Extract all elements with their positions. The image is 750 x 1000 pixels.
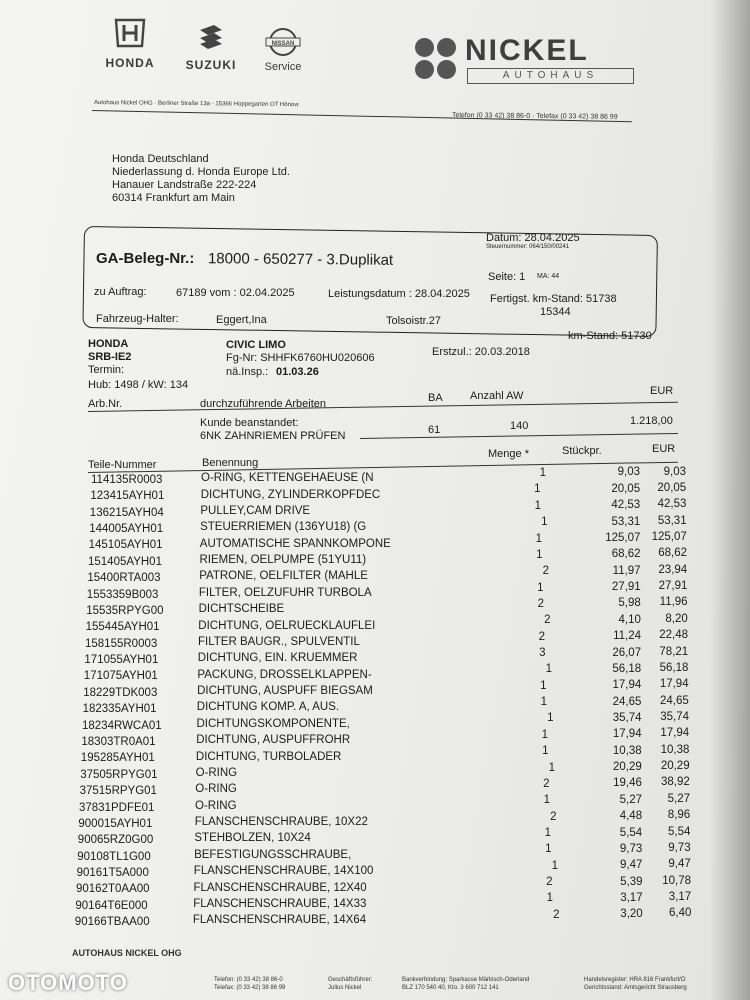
part-unit-price: 9,03 bbox=[617, 466, 640, 479]
part-number: 158155R0003 bbox=[85, 637, 158, 650]
part-number: 15535RPYG00 bbox=[86, 604, 164, 617]
part-name: O-RING bbox=[195, 799, 237, 812]
footer-gf-name: Julius Nickel bbox=[328, 985, 362, 991]
part-number: 15400RTA003 bbox=[87, 572, 161, 585]
part-unit-price: 27,91 bbox=[611, 581, 641, 594]
part-quantity: 1 bbox=[542, 745, 549, 758]
part-quantity: 3 bbox=[539, 647, 546, 660]
part-total: 10,38 bbox=[660, 743, 690, 756]
part-unit-price: 4,48 bbox=[619, 810, 643, 823]
part-name: BEFESTIGUNGSSCHRAUBE, bbox=[194, 848, 352, 861]
part-total: 125,07 bbox=[651, 530, 687, 543]
vehicle-vin: Fg-Nr: SHHFK6760HU020606 bbox=[226, 352, 375, 364]
part-quantity: 2 bbox=[537, 598, 544, 610]
work-aw: 140 bbox=[510, 420, 529, 432]
part-unit-price: 3,20 bbox=[620, 908, 643, 921]
col-menge: Menge * bbox=[488, 448, 529, 460]
part-quantity: 1 bbox=[536, 548, 543, 561]
part-total: 6,40 bbox=[669, 907, 692, 920]
part-number: 155445AYH01 bbox=[85, 621, 160, 634]
part-number: 18234RWCA01 bbox=[82, 719, 162, 732]
work-header-rule bbox=[88, 402, 678, 412]
part-total: 56,18 bbox=[659, 661, 689, 674]
inspection-date: 01.03.26 bbox=[276, 366, 319, 378]
part-number: 195285AYH01 bbox=[80, 752, 155, 765]
part-quantity: 2 bbox=[550, 810, 557, 823]
part-unit-price: 19,46 bbox=[613, 777, 642, 790]
part-quantity: 2 bbox=[543, 777, 550, 790]
part-quantity: 1 bbox=[548, 761, 555, 774]
col-total: EUR bbox=[652, 443, 676, 455]
inspection-label: nä.Insp.: bbox=[226, 366, 269, 378]
part-number: 900015AYH01 bbox=[78, 817, 153, 830]
nissan-wordmark: NISSAN bbox=[271, 41, 295, 47]
sender-line: Autohaus Nickel OHG · Berliner Straße 13a · 15366 Hoppegarten OT Hönow bbox=[93, 100, 299, 109]
part-total: 68,62 bbox=[658, 547, 687, 560]
part-name: FILTER BAUGR., SPULVENTIL bbox=[198, 635, 360, 648]
phone-line: Telefon (0 33 42) 38 86-0 · Telefax (0 33 42) 38 86 99 bbox=[451, 112, 618, 121]
part-quantity: 1 bbox=[551, 859, 558, 872]
part-number: 90166TBAA00 bbox=[74, 916, 150, 929]
part-total: 38,92 bbox=[661, 776, 690, 789]
page-number: Seite: 1 bbox=[488, 271, 526, 283]
part-total: 20,05 bbox=[657, 481, 687, 494]
part-name: PATRONE, OELFILTER (MAHLE bbox=[199, 570, 368, 583]
part-quantity: 2 bbox=[553, 908, 560, 921]
part-unit-price: 53,31 bbox=[611, 515, 641, 528]
part-quantity: 1 bbox=[537, 581, 544, 594]
part-name: FLANSCHENSCHRAUBE, 12X40 bbox=[193, 881, 367, 894]
col-teilenummer: Teile-Nummer bbox=[88, 459, 157, 471]
part-unit-price: 11,24 bbox=[613, 630, 641, 643]
part-number: 37505RPYG01 bbox=[80, 768, 158, 781]
nissan-logo bbox=[255, 26, 311, 73]
part-total: 78,21 bbox=[659, 645, 689, 658]
part-number: 37515RPYG01 bbox=[79, 785, 157, 798]
col-benennung: Benennung bbox=[202, 457, 259, 469]
part-total: 24,65 bbox=[660, 694, 689, 707]
part-number: 90108TL1G00 bbox=[77, 850, 151, 863]
owner-label: Fahrzeug-Halter: bbox=[96, 313, 179, 325]
part-number: 171055AYH01 bbox=[84, 654, 159, 667]
part-number: 151405AYH01 bbox=[88, 555, 162, 568]
part-unit-price: 4,10 bbox=[618, 613, 641, 626]
part-total: 53,31 bbox=[657, 514, 687, 527]
part-name: FLANSCHENSCHRAUBE, 14X100 bbox=[193, 865, 374, 878]
part-name: O-RING bbox=[195, 766, 238, 779]
part-unit-price: 17,94 bbox=[612, 728, 642, 741]
part-total: 23,94 bbox=[658, 563, 688, 576]
part-quantity: 1 bbox=[545, 663, 552, 676]
col-arbeiten: durchzuführende Arbeiten bbox=[200, 398, 326, 410]
part-unit-price: 5,98 bbox=[618, 597, 641, 610]
part-name: RIEMEN, OELPUMPE (51YU11) bbox=[199, 554, 367, 567]
col-stueckpreis: Stückpr. bbox=[562, 445, 602, 457]
part-quantity: 1 bbox=[547, 712, 554, 725]
footer-phone: Telefon: (0 33 42) 38 86-0 bbox=[214, 977, 283, 983]
part-name: DICHTUNG, AUSPUFFROHR bbox=[196, 734, 351, 747]
footer-gf-label: Geschäftsführer: bbox=[328, 977, 373, 983]
part-total: 3,17 bbox=[668, 891, 692, 903]
footer-fax: Telefax: (0 33 42) 38 86 99 bbox=[214, 985, 286, 991]
part-total: 22,48 bbox=[659, 629, 688, 642]
finish-km-extra: 15344 bbox=[540, 306, 571, 318]
part-number: 18303TR0A01 bbox=[81, 736, 156, 748]
part-unit-price: 3,17 bbox=[620, 892, 643, 904]
hub-kw: Hub: 1498 / kW: 134 bbox=[88, 379, 189, 391]
part-unit-price: 17,94 bbox=[612, 679, 642, 692]
page-ma: MA: 44 bbox=[537, 273, 560, 280]
service-date: Leistungsdatum : 28.04.2025 bbox=[328, 288, 470, 300]
part-quantity: 2 bbox=[544, 614, 551, 627]
part-number: 171075AYH01 bbox=[83, 670, 158, 683]
part-unit-price: 5,27 bbox=[619, 793, 642, 806]
part-total: 42,53 bbox=[657, 498, 687, 511]
nissan-service-label: Service bbox=[264, 61, 302, 73]
tax-number: Steuernummer: 064/150/00241 bbox=[486, 244, 570, 250]
work-description: 6NK ZAHNRIEMEN PRÜFEN bbox=[200, 430, 346, 442]
part-total: 8,96 bbox=[667, 809, 691, 822]
recipient-line: Niederlassung d. Honda Europe Ltd. bbox=[112, 166, 290, 178]
part-name: STEHBOLZEN, 10X24 bbox=[194, 832, 311, 845]
order-value: 67189 vom : 02.04.2025 bbox=[176, 287, 295, 299]
part-total: 35,74 bbox=[660, 711, 689, 723]
part-quantity: 1 bbox=[541, 728, 548, 741]
recipient-line: Honda Deutschland bbox=[112, 153, 209, 165]
footer-register: Handelsregister: HRA 816 Frankfurt/O bbox=[584, 977, 686, 983]
part-total: 11,96 bbox=[659, 596, 688, 609]
footer-bank: Bankverbindung: Sparkasse Märkisch-Oderland bbox=[402, 977, 530, 983]
part-number: 90162T0AA00 bbox=[76, 883, 150, 896]
part-name: PACKUNG, DROSSELKLAPPEN- bbox=[197, 668, 372, 681]
part-number: 18229TDK003 bbox=[83, 686, 158, 699]
part-quantity: 1 bbox=[540, 696, 547, 709]
table-row bbox=[0, 907, 740, 929]
part-name: DICHTUNG KOMP. A, AUS. bbox=[196, 701, 340, 714]
part-name: PULLEY,CAM DRIVE bbox=[200, 504, 311, 517]
part-unit-price: 9,73 bbox=[619, 842, 643, 855]
col-eur: EUR bbox=[650, 385, 674, 397]
part-name: FLANSCHENSCHRAUBE, 14X33 bbox=[193, 897, 367, 910]
part-name: O-RING bbox=[195, 783, 237, 796]
work-complaint: Kunde beanstandet: bbox=[200, 417, 299, 429]
part-total: 5,54 bbox=[668, 825, 691, 838]
km-stand: km-Stand: 51730 bbox=[568, 330, 652, 342]
suzuki-s-icon bbox=[196, 24, 226, 50]
part-name: FLANSCHENSCHRAUBE, 14X64 bbox=[192, 914, 367, 927]
part-unit-price: 56,18 bbox=[612, 662, 642, 675]
part-total: 10,78 bbox=[662, 874, 691, 887]
part-quantity: 1 bbox=[541, 516, 548, 529]
work-ba: 61 bbox=[428, 424, 441, 436]
footer-blz: BLZ 170 540 40, Kto. 3 600 712 141 bbox=[402, 985, 499, 991]
part-unit-price: 24,65 bbox=[612, 695, 642, 708]
part-total: 17,94 bbox=[659, 678, 689, 691]
part-quantity: 1 bbox=[534, 483, 541, 496]
part-number: 145105AYH01 bbox=[88, 539, 163, 552]
part-total: 9,73 bbox=[668, 841, 691, 854]
col-aw: Anzahl AW bbox=[470, 390, 524, 402]
part-total: 20,29 bbox=[660, 760, 690, 773]
recipient-line: 60314 Frankfurt am Main bbox=[112, 192, 235, 204]
part-quantity: 1 bbox=[535, 532, 542, 545]
part-unit-price: 20,05 bbox=[611, 482, 641, 495]
vehicle-make: HONDA bbox=[88, 338, 129, 350]
honda-label: HONDA bbox=[105, 56, 155, 70]
part-total: 9,03 bbox=[663, 465, 686, 478]
part-name: DICHTUNG, OELRUECKLAUFLEI bbox=[198, 619, 376, 632]
order-label: zu Auftrag: bbox=[94, 286, 147, 298]
part-unit-price: 68,62 bbox=[611, 548, 641, 561]
part-total: 9,47 bbox=[668, 858, 691, 871]
part-name: DICHTUNG, AUSPUFF BIEGSAM bbox=[197, 685, 373, 698]
part-quantity: 1 bbox=[534, 499, 541, 512]
recipient-line: Hanauer Landstraße 222-224 bbox=[112, 179, 257, 191]
part-unit-price: 20,29 bbox=[613, 761, 642, 774]
owner-street: Tolsoistr.27 bbox=[386, 315, 442, 327]
part-number: 182335AYH01 bbox=[82, 703, 157, 716]
part-total: 5,27 bbox=[667, 792, 690, 805]
part-unit-price: 9,47 bbox=[620, 859, 643, 872]
part-quantity: 2 bbox=[542, 565, 549, 578]
part-total: 8,20 bbox=[665, 612, 688, 625]
part-unit-price: 11,97 bbox=[612, 564, 641, 577]
part-number: 90065RZ0G00 bbox=[77, 834, 154, 847]
beleg-number: 18000 - 650277 - 3.Duplikat bbox=[207, 250, 394, 269]
owner-name: Eggert,Ina bbox=[216, 314, 267, 326]
first-registration: Erstzul.: 20.03.2018 bbox=[432, 346, 530, 358]
part-name: DICHTSCHEIBE bbox=[198, 603, 285, 616]
part-name: FILTER, OELZUFUHR TURBOLA bbox=[198, 586, 372, 599]
part-quantity: 1 bbox=[540, 679, 547, 692]
part-unit-price: 5,39 bbox=[620, 875, 643, 888]
nickel-autohaus-logo bbox=[415, 36, 635, 84]
part-number: 37831PDFE01 bbox=[79, 801, 155, 814]
part-number: 136215AYH04 bbox=[89, 506, 164, 519]
recipient-address bbox=[112, 153, 290, 205]
termin-label: Termin: bbox=[88, 364, 125, 376]
part-unit-price: 42,53 bbox=[611, 499, 641, 512]
document-date: Datum: 28.04.2025 bbox=[486, 232, 580, 244]
part-name: FLANSCHENSCHRAUBE, 10X22 bbox=[194, 816, 368, 829]
part-number: 90164T6E000 bbox=[75, 899, 148, 912]
part-quantity: 1 bbox=[545, 843, 552, 856]
nickel-wordmark: NICKEL bbox=[465, 34, 589, 67]
honda-h-icon bbox=[113, 18, 147, 48]
work-eur: 1.218,00 bbox=[630, 415, 673, 427]
vehicle-model: CIVIC LIMO bbox=[226, 339, 286, 351]
part-unit-price: 26,07 bbox=[612, 646, 642, 659]
part-quantity: 1 bbox=[544, 827, 551, 840]
suzuki-logo bbox=[180, 24, 242, 72]
footer-court: Gerichtsstand: Amtsgericht Strausberg bbox=[584, 985, 687, 991]
part-quantity: 2 bbox=[546, 876, 553, 889]
part-name: DICHTUNGSKOMPONENTE, bbox=[196, 717, 350, 730]
part-quantity: 1 bbox=[539, 467, 546, 480]
part-unit-price: 10,38 bbox=[612, 744, 642, 757]
part-number: 1553359B003 bbox=[86, 588, 159, 601]
part-name: DICHTUNG, EIN. KRUEMMER bbox=[197, 652, 358, 665]
work-total-rule bbox=[360, 433, 678, 439]
part-quantity: 1 bbox=[543, 794, 550, 807]
footer-company: AUTOHAUS NICKEL OHG bbox=[72, 948, 182, 958]
nissan-ring-icon bbox=[263, 26, 303, 58]
part-number: 144005AYH01 bbox=[89, 523, 164, 536]
col-arbnr: Arb.Nr. bbox=[88, 398, 123, 410]
part-number: 114135R0003 bbox=[91, 473, 163, 486]
autohaus-wordmark: AUTOHAUS bbox=[467, 68, 634, 84]
footer bbox=[72, 948, 182, 958]
col-ba: BA bbox=[428, 392, 443, 404]
part-quantity: 1 bbox=[546, 892, 553, 905]
part-name: DICHTUNG, ZYLINDERKOPFDEC bbox=[200, 488, 381, 501]
part-name: STEUERRIEMEN (136YU18) (G bbox=[200, 521, 367, 534]
part-number: 123415AYH01 bbox=[90, 490, 165, 503]
suzuki-label: SUZUKI bbox=[185, 58, 237, 72]
part-total: 27,91 bbox=[658, 580, 688, 593]
part-number: 90161T5A000 bbox=[76, 867, 149, 880]
finish-km: Fertigst. km-Stand: 51738 bbox=[490, 293, 617, 305]
part-unit-price: 35,74 bbox=[612, 711, 642, 724]
part-quantity: 2 bbox=[538, 630, 545, 643]
nickel-dots-icon bbox=[415, 38, 459, 82]
otomoto-watermark: OTOMOTO bbox=[8, 970, 128, 995]
part-unit-price: 125,07 bbox=[605, 531, 641, 544]
part-name: DICHTUNG, TURBOLADER bbox=[195, 750, 342, 763]
part-unit-price: 5,54 bbox=[619, 826, 643, 839]
part-name: O-RING, KETTENGEHAEUSE (N bbox=[201, 472, 374, 485]
part-total: 17,94 bbox=[660, 727, 690, 740]
beleg-label: GA-Beleg-Nr.: bbox=[96, 250, 195, 267]
vehicle-plate: SRB-IE2 bbox=[88, 351, 132, 363]
part-name: AUTOMATISCHE SPANNKOMPONE bbox=[199, 537, 391, 550]
honda-logo bbox=[92, 18, 168, 70]
